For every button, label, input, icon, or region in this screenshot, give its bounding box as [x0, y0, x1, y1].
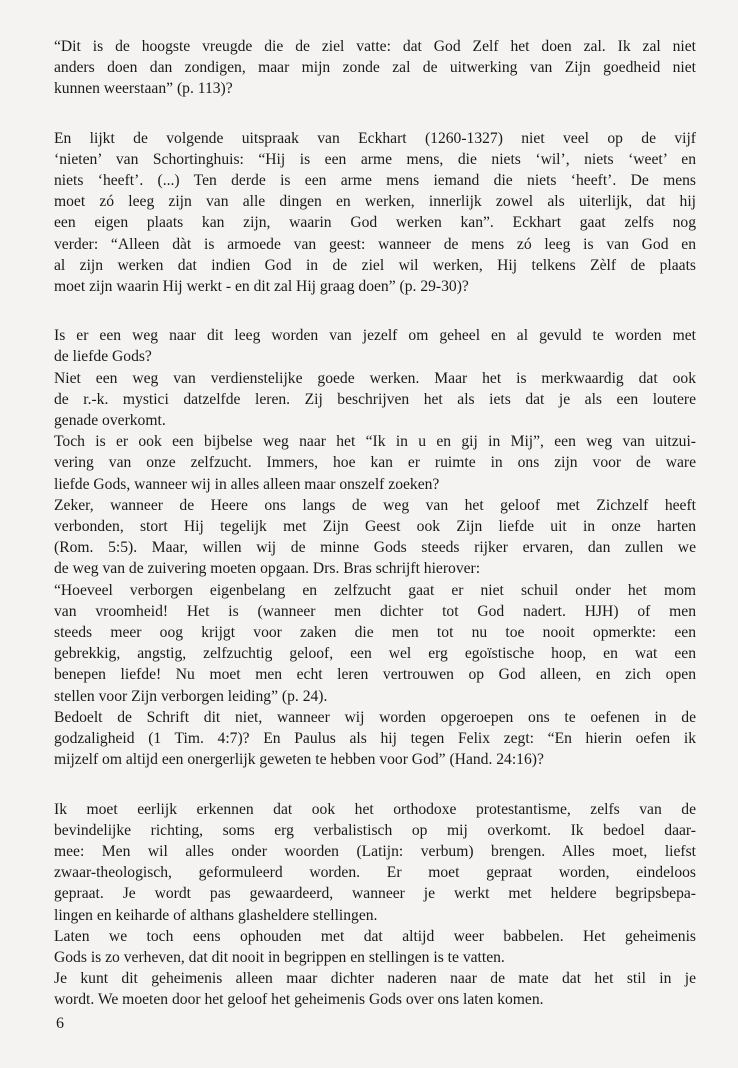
paragraph	[54, 799, 696, 1011]
text-line: niets ‘heeft’. (...) Ten derde is een arme mens iemand die niets ‘heeft’. De mens	[54, 172, 696, 190]
text-line: verbonden, stort Hij tegelijk met Zijn Geest ook Zijn liefde uit in onze harten	[54, 518, 696, 536]
text-line: En lijkt de volgende uitspraak van Eckhart (1260-1327) niet veel op de vijf	[54, 129, 696, 147]
text-line: “Hoeveel verborgen eigenbelang en zelfzucht gaat er niet schuil onder het mom	[54, 581, 696, 599]
text-line: ‘nieten’ van Schortinghuis: “Hij is een arme mens, die niets ‘wil’, niets ‘weet’ en	[54, 150, 696, 168]
text-line: Toch is er ook een bijbelse weg naar het “Ik in u en gij in Mij”, een weg van uitzui-	[54, 433, 696, 451]
text-line: wordt. We moeten door het geloof het geheimenis Gods over ons laten komen.	[54, 991, 544, 1009]
text-line: de r.-k. mystici datzelfde leren. Zij beschrijven het als iets dat je als een loutere	[54, 390, 696, 408]
text-line: Ik moet eerlijk erkennen dat ook het orthodoxe protestantisme, zelfs van de	[54, 800, 696, 818]
text-line: “Dit is de hoogste vreugde die de ziel vatte: dat God Zelf het doen zal. Ik zal niet	[54, 38, 696, 55]
text-line: zwaar-theologisch, geformuleerd worden. Er moet gepraat worden, eindeloos	[54, 864, 696, 882]
text-line: lingen en keiharde of althans glasheldere stellingen.	[54, 906, 378, 924]
text-line: van vroomheid! Het is (wanneer men dichter tot God nadert. HJH) of men	[54, 602, 696, 620]
text-line: Bedoelt de Schrift dit niet, wanneer wij worden opgeroepen ons te oefenen in de	[54, 708, 696, 726]
text-line: genade overkomt.	[54, 412, 166, 430]
text-line: verder: “Alleen dàt is armoede van geest: wanneer de mens zó leeg is van God en	[54, 235, 696, 253]
paragraph	[54, 128, 696, 298]
text-line: stellen voor Zijn verborgen leiding” (p. 24).	[54, 687, 328, 705]
text-line: (Rom. 5:5). Maar, willen wij de minne Gods steeds rijker ervaren, dan zullen we	[54, 539, 696, 557]
text-line: de liefde Gods?	[54, 348, 152, 366]
text-line: Laten we toch eens ophouden met dat altijd weer babbelen. Het geheimenis	[54, 927, 696, 945]
text-line: Niet een weg van verdienstelijke goede werken. Maar het is merkwaardig dat ook	[54, 369, 696, 387]
text-line: benepen liefde! Nu moet men echt leren vertrouwen op God alleen, en zich open	[54, 666, 696, 684]
text-line: liefde Gods, wanneer wij in alles alleen maar onszelf zoeken?	[54, 475, 440, 493]
page-number: 6	[56, 1015, 64, 1032]
text-line: Zeker, wanneer de Heere ons langs de weg van het geloof met Zichzelf heeft	[54, 496, 696, 514]
text-body	[54, 36, 696, 1011]
text-line: moet zó leeg zijn van alle dingen en werken, innerlijk zowel als uiterlijk, dat hij	[54, 193, 696, 211]
text-line: anders doen dan zondigen, maar mijn zonde zal de uitwerking van Zijn goedheid niet	[54, 59, 696, 77]
text-line: Is er een weg naar dit leeg worden van jezelf om geheel en al gevuld te worden met	[54, 327, 696, 345]
text-line: godzaligheid (1 Tim. 4:7)? En Paulus als hij tegen Felix zegt: “En hierin oefen ik	[54, 730, 696, 748]
text-line: vering van onze zelfzucht. Immers, hoe kan er ruimte in ons zijn voor de ware	[54, 454, 696, 472]
text-line: mee: Men wil alles onder woorden (Latijn: verbum) brengen. Alles moet, liefst	[54, 842, 696, 860]
text-line: steeds meer oog krijgt voor zaken die men tot nu toe nooit opmerkte: een	[54, 624, 696, 642]
text-line: kunnen weerstaan” (p. 113)?	[54, 80, 233, 98]
text-line: Gods is zo verheven, dat dit nooit in begrippen en stellingen is te vatten.	[54, 948, 505, 966]
text-line: moet zijn waarin Hij werkt - en dit zal Hij graag doen” (p. 29-30)?	[54, 278, 469, 296]
paragraph	[54, 325, 696, 770]
text-line: gepraat. Je wordt pas gewaardeerd, wanneer je werkt met heldere begripsbepa-	[54, 885, 696, 903]
text-line: een eigen plaats kan zijn, waarin God werken kan”. Eckhart gaat zelfs nog	[54, 214, 696, 232]
text-line: bevindelijke richting, soms erg verbalistisch op mij overkomt. Ik bedoel daar-	[54, 821, 696, 839]
text-line: de weg van de zuivering moeten opgaan. Drs. Bras schrijft hierover:	[54, 560, 481, 578]
text-line: Je kunt dit geheimenis alleen maar dichter naderen naar de mate dat het stil in je	[54, 970, 696, 988]
text-line: gebrekkig, angstig, zelfzuchtig geloof, een wel erg egoïstische hoop, en wat een	[54, 645, 696, 663]
paragraph	[54, 36, 696, 100]
text-line: al zijn werken dat indien God in de ziel wil werken, Hij telkens Zèlf de plaats	[54, 256, 696, 274]
text-line: mijzelf om altijd een onergerlijk geweten te hebben voor God” (Hand. 24:16)?	[54, 751, 544, 769]
